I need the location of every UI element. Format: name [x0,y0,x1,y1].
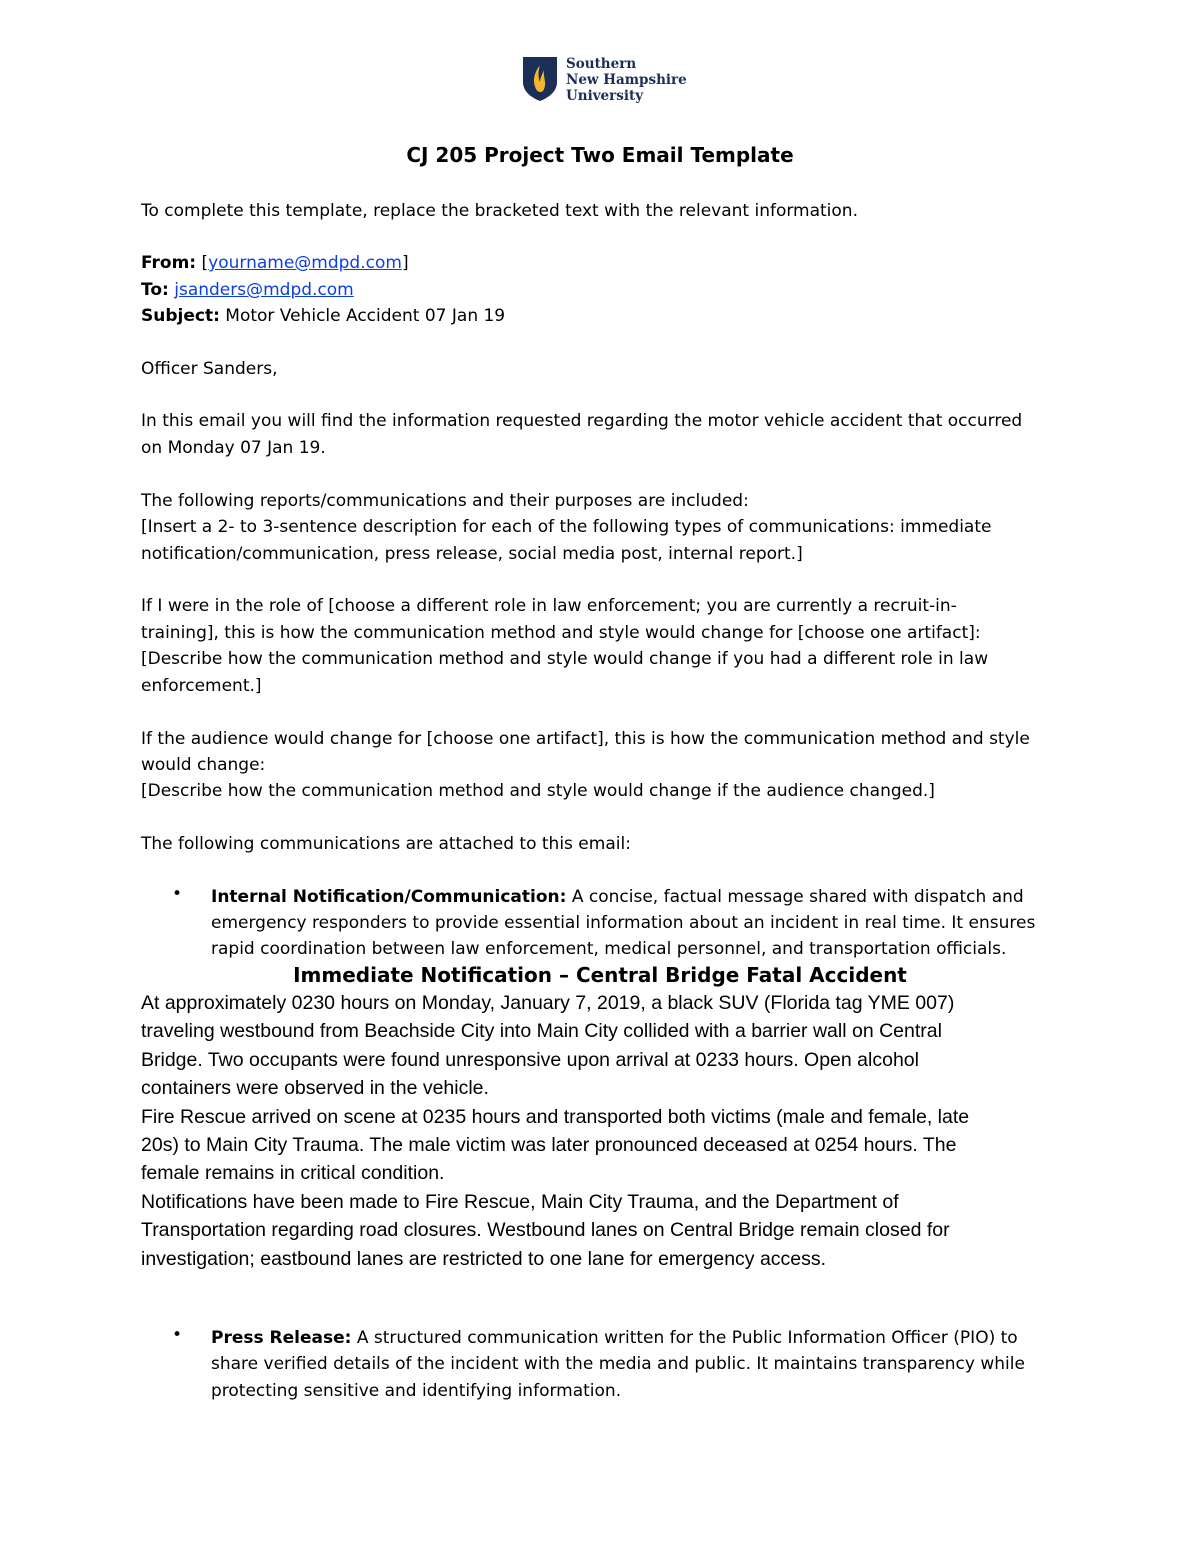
reports-line: The following reports/communications and their purposes are included: [141,491,749,511]
role-line: training], this is how the communication method and style would change for [choose one artifact]: [141,623,981,643]
bullet2-label: Press Release: [211,1328,352,1348]
from-email-link[interactable]: yourname@mdpd.com [208,253,402,273]
bullet-marker: • [172,884,183,904]
bullet1-text: A concise, factual message shared with dispatch and [566,887,1024,907]
snhu-logo-text [566,56,687,104]
role-line: enforcement.] [141,676,262,696]
from-bracket-close: ] [401,253,409,273]
snhu-flame-shield-icon [522,56,558,102]
notification-line: Notifications have been made to Fire Rescue, Main City Trauma, and the Department of [141,1191,899,1213]
instructions-text: To complete this template, replace the bracketed text with the relevant information. [141,201,858,221]
subject-value: Motor Vehicle Accident 07 Jan 19 [219,306,506,326]
intro-line: In this email you will find the information requested regarding the motor vehicle accident that occurred [141,411,1023,431]
bullet1-line: rapid coordination between law enforcement, medical personnel, and transportation officials. [211,939,1007,959]
logo-line-2: New Hampshire [566,72,687,88]
reports-line: notification/communication, press release, social media post, internal report.] [141,544,803,564]
bullet2-line: protecting sensitive and identifying information. [211,1381,622,1401]
from-bracket-open: [ [196,253,209,273]
subject-field [141,303,505,329]
audience-line: would change: [141,755,266,775]
bullet1-line: emergency responders to provide essential information about an incident in real time. It ensures [211,913,1036,933]
notification-line: Bridge. Two occupants were found unresponsive upon arrival at 0233 hours. Open alcohol [141,1049,919,1071]
document-title: CJ 205 Project Two Email Template [406,143,794,167]
audience-line: [Describe how the communication method and style would change if the audience changed.] [141,781,935,801]
notification-line: containers were observed in the vehicle. [141,1077,489,1099]
logo-line-3: University [566,88,644,104]
notification-line: traveling westbound from Beachside City into Main City collided with a barrier wall on Central [141,1020,942,1042]
notification-line: female remains in critical condition. [141,1162,445,1184]
bullet2-line [211,1325,1018,1351]
subject-label: Subject: [141,306,220,326]
notification-line: 20s) to Main City Trauma. The male victim was later pronounced deceased at 0254 hours. The [141,1134,957,1156]
to-email-link[interactable]: jsanders@mdpd.com [174,280,354,300]
notification-heading: Immediate Notification – Central Bridge Fatal Accident [293,963,907,987]
to-field [141,277,354,303]
bullet-marker: • [172,1325,183,1345]
bullet1-line [211,884,1024,910]
role-line: [Describe how the communication method and style would change if you had a different role in law [141,649,989,669]
from-label: From: [141,253,197,273]
intro-line: on Monday 07 Jan 19. [141,438,326,458]
reports-line: [Insert a 2- to 3-sentence description for each of the following types of communications: immediate [141,517,992,537]
role-line: If I were in the role of [choose a different role in law enforcement; you are currently a recruit-in- [141,596,957,616]
notification-line: Transportation regarding road closures. Westbound lanes on Central Bridge remain closed for [141,1219,950,1241]
logo-line-1: Southern [566,56,637,72]
greeting-text: Officer Sanders, [141,359,278,379]
bullet2-line: share verified details of the incident with the media and public. It maintains transparency while [211,1354,1025,1374]
from-field [141,250,409,276]
bullet1-label: Internal Notification/Communication: [211,887,567,907]
to-label: To: [141,280,169,300]
notification-line: investigation; eastbound lanes are restricted to one lane for emergency access. [141,1248,827,1270]
audience-line: If the audience would change for [choose one artifact], this is how the communication method and style [141,729,1030,749]
notification-line: At approximately 0230 hours on Monday, January 7, 2019, a black SUV (Florida tag YME 007) [141,992,955,1014]
bullet2-text: A structured communication written for the Public Information Officer (PIO) to [351,1328,1018,1348]
attached-intro: The following communications are attached to this email: [141,834,631,854]
notification-line: Fire Rescue arrived on scene at 0235 hours and transported both victims (male and female, late [141,1106,970,1128]
